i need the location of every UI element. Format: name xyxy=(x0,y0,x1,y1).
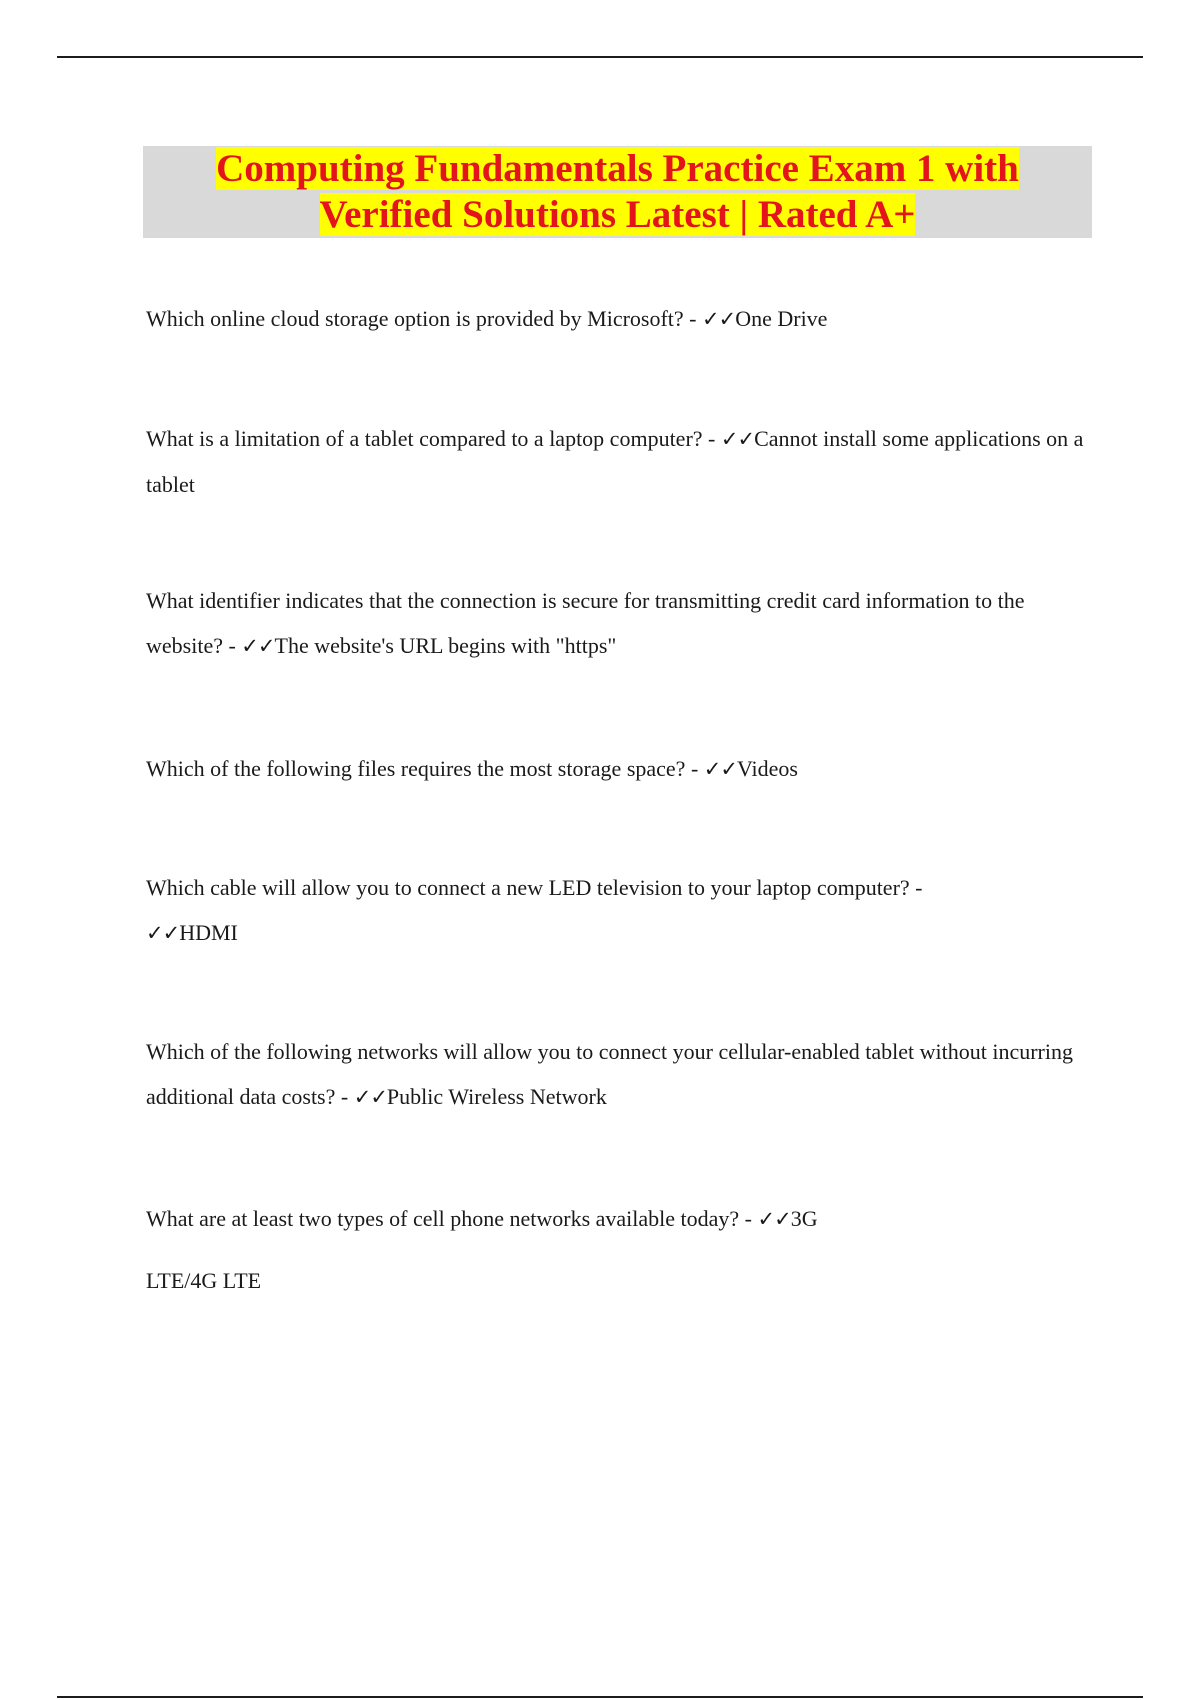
question-text: Which online cloud storage option is provided by Microsoft? - xyxy=(146,306,702,331)
double-check-icon: ✓✓ xyxy=(703,757,737,781)
double-check-icon: ✓✓ xyxy=(241,634,275,658)
title-line-1: Computing Fundamentals Practice Exam 1 with xyxy=(216,147,1019,190)
top-rule xyxy=(57,56,1143,58)
title-line-2: Verified Solutions Latest | Rated A+ xyxy=(319,193,916,236)
question-text: What are at least two types of cell phone networks available today? - xyxy=(146,1206,758,1231)
qa-item xyxy=(146,578,1096,669)
qa-item xyxy=(146,296,1096,342)
double-check-icon: ✓✓ xyxy=(146,921,180,945)
double-check-icon: ✓✓ xyxy=(353,1085,387,1109)
title-banner xyxy=(143,146,1092,238)
question-text: Which of the following networks will allow you to connect your cellular-enabled tablet without incurring additional data costs? - xyxy=(146,1039,1073,1109)
question-text: What is a limitation of a tablet compared to a laptop computer? - xyxy=(146,426,721,451)
answer-text: One Drive xyxy=(735,306,828,331)
double-check-icon: ✓✓ xyxy=(757,1207,791,1231)
answer-text: The website's URL begins with "https" xyxy=(274,633,617,658)
answer-text: Cannot install some applications on a tablet xyxy=(146,426,1084,497)
double-check-icon: ✓✓ xyxy=(720,427,755,451)
answer-continuation: LTE/4G LTE xyxy=(146,1268,262,1293)
answer-text: Videos xyxy=(736,756,798,781)
qa-item xyxy=(146,865,1096,956)
answer-text: HDMI xyxy=(179,920,238,945)
bottom-rule xyxy=(57,1696,1143,1698)
answer-text: Public Wireless Network xyxy=(386,1084,607,1109)
qa-item xyxy=(146,1196,1096,1242)
question-text: Which of the following files requires the most storage space? - xyxy=(146,756,704,781)
document-title xyxy=(216,146,1019,238)
qa-item xyxy=(146,1029,1096,1120)
qa-item xyxy=(146,416,1096,507)
question-text: What identifier indicates that the connection is secure for transmitting credit card information to the website? - xyxy=(146,588,1025,658)
question-text: Which cable will allow you to connect a new LED television to your laptop computer? - xyxy=(146,875,923,900)
qa-item xyxy=(146,746,1096,792)
answer-text: 3G xyxy=(790,1206,818,1231)
double-check-icon: ✓✓ xyxy=(702,307,736,331)
